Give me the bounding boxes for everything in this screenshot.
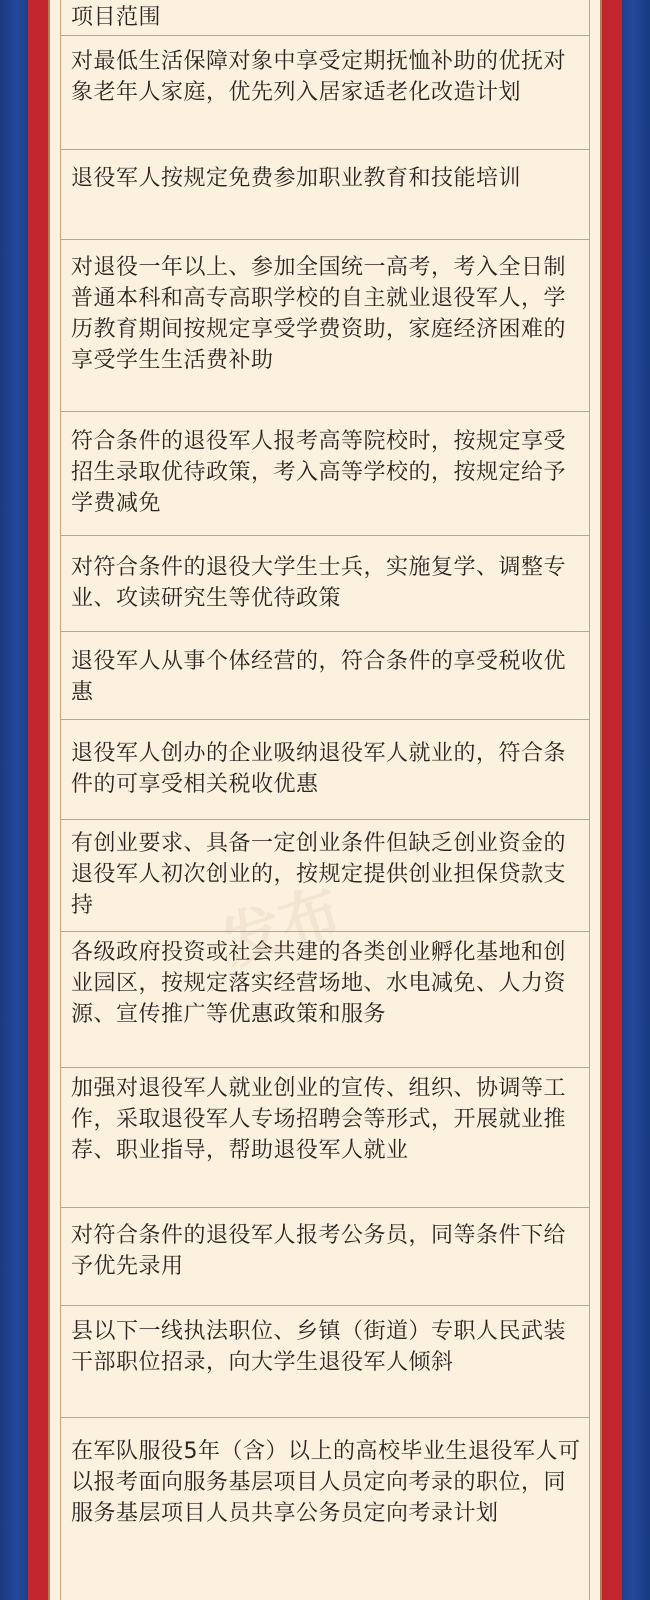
row-text: 退役军人创办的企业吸纳退役军人就业的，符合条件的可享受相关税收优惠 (71, 741, 567, 797)
row-text: 有创业要求、具备一定创业条件但缺乏创业资金的退役军人初次创业的，按规定提供创业担保贷款支持 (71, 831, 567, 918)
table-row (61, 1306, 589, 1418)
row-text: 县以下一线执法职位、乡镇（街道）专职人民武装干部职位招录，向大学生退役军人倾斜 (71, 1319, 567, 1375)
left-blue-border (0, 0, 28, 1600)
table-row (61, 150, 589, 240)
row-text: 对符合条件的退役大学生士兵，实施复学、调整专业、攻读研究生等优待政策 (71, 555, 567, 611)
row-text: 退役军人从事个体经营的，符合条件的享受税收优惠 (71, 649, 567, 705)
table-header-row (61, 0, 589, 36)
right-blue-border (622, 0, 650, 1600)
row-text: 符合条件的退役军人报考高等院校时，按规定享受招生录取优待政策，考入高等学校的，按规定给予学费减免 (71, 429, 567, 516)
table-row (61, 36, 589, 150)
table-row (61, 536, 589, 632)
table-row (61, 1208, 589, 1306)
table-row (61, 412, 589, 536)
table-row (61, 1418, 589, 1600)
right-red-strip (602, 0, 622, 1600)
table-row (61, 632, 589, 720)
row-text: 对符合条件的退役军人报考公务员，同等条件下给予优先录用 (71, 1223, 567, 1279)
row-text: 加强对退役军人就业创业的宣传、组织、协调等工作，采取退役军人专场招聘会等形式，开展就业推荐、职业指导，帮助退役军人就业 (71, 1076, 567, 1163)
table-row (61, 720, 589, 820)
row-text: 各级政府投资或社会共建的各类创业孵化基地和创业园区，按规定落实经营场地、水电减免、人力资源、宣传推广等优惠政策和服务 (71, 940, 567, 1027)
row-text: 退役军人按规定免费参加职业教育和技能培训 (71, 166, 522, 191)
row-text: 在军队服役5年（含）以上的高校毕业生退役军人可以报考面向服务基层项目人员定向考录的职位，同服务基层项目人员共享公务员定向考录计划 (71, 1439, 581, 1526)
left-red-strip (28, 0, 48, 1600)
table-row (61, 1068, 589, 1208)
watermark-text: 发布 (213, 875, 350, 980)
table-row (61, 820, 589, 932)
header-cell-text: 项目范围 (71, 5, 162, 30)
row-text: 对退役一年以上、参加全国统一高考，考入全日制普通本科和高专高职学校的自主就业退役军人，学历教育期间按规定享受学费资助，家庭经济困难的享受学生生活费补助 (71, 255, 567, 373)
table-row (61, 932, 589, 1068)
policy-table-panel (48, 0, 602, 1600)
row-text: 对最低生活保障对象中享受定期抚恤补助的优抚对象老年人家庭，优先列入居家适老化改造计划 (71, 49, 567, 105)
table-row (61, 240, 589, 412)
